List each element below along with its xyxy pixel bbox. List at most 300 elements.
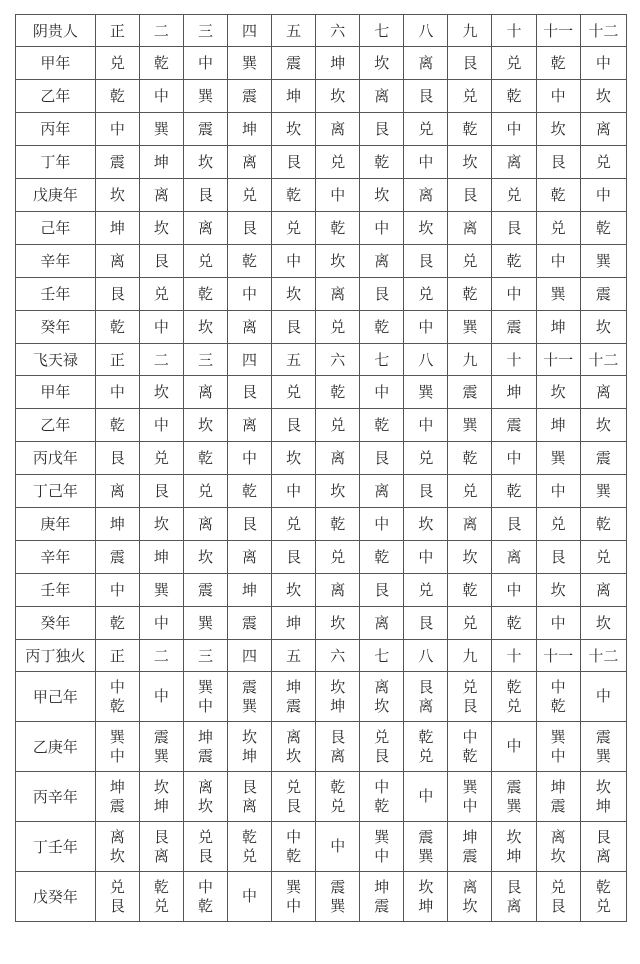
trigram-cell — [95, 722, 139, 772]
trigram-cell — [95, 146, 139, 179]
trigram-glyph: 坤 — [286, 86, 302, 105]
trigram-glyph: 中 — [550, 677, 566, 696]
trigram-glyph: 中 — [595, 53, 611, 72]
trigram-cell — [360, 376, 404, 409]
trigram-glyph: 坎 — [374, 53, 390, 72]
trigram-glyph: 艮 — [242, 514, 258, 533]
trigram-glyph: 中 — [286, 827, 302, 846]
trigram-cell — [228, 80, 272, 113]
trigram-cell — [448, 47, 492, 80]
trigram-cell — [448, 311, 492, 344]
trigram-glyph: 中 — [330, 185, 346, 204]
trigram-glyph: 离 — [374, 677, 390, 696]
trigram-glyph: 震 — [109, 796, 125, 815]
trigram-cell — [492, 442, 536, 475]
trigram-cell — [183, 409, 227, 442]
trigram-cell — [183, 574, 227, 607]
trigram-cell — [360, 872, 404, 922]
year-label: 乙年 — [16, 80, 96, 113]
trigram-glyph: 乾 — [374, 317, 390, 336]
trigram-glyph: 艮 — [109, 284, 125, 303]
trigram-cell — [183, 245, 227, 278]
trigram-cell — [272, 442, 316, 475]
trigram-glyph: 坎 — [374, 185, 390, 204]
trigram-cell — [580, 47, 626, 80]
trigram-cell — [404, 475, 448, 508]
table-row — [16, 146, 627, 179]
year-label: 乙年 — [16, 409, 96, 442]
trigram-glyph: 乾 — [462, 119, 478, 138]
trigram-cell — [183, 822, 227, 872]
trigram-glyph: 坎 — [330, 481, 346, 500]
trigram-glyph: 兑 — [506, 696, 522, 715]
trigram-glyph: 乾 — [109, 415, 125, 434]
trigram-cell — [139, 409, 183, 442]
trigram-cell — [228, 113, 272, 146]
trigram-glyph: 离 — [418, 53, 434, 72]
trigram-glyph: 坎 — [242, 727, 258, 746]
trigram-glyph: 巽 — [550, 448, 566, 467]
trigram-glyph: 中 — [374, 382, 390, 401]
trigram-glyph: 艮 — [374, 119, 390, 138]
trigram-glyph: 坤 — [462, 827, 478, 846]
trigram-cell — [536, 442, 580, 475]
trigram-glyph: 艮 — [418, 481, 434, 500]
trigram-cell — [316, 475, 360, 508]
year-label: 辛年 — [16, 541, 96, 574]
trigram-glyph: 中 — [109, 580, 125, 599]
trigram-cell — [272, 607, 316, 640]
trigram-glyph: 艮 — [286, 415, 302, 434]
table-row — [16, 672, 627, 722]
trigram-cell — [228, 311, 272, 344]
trigram-cell — [316, 508, 360, 541]
trigram-glyph: 巽 — [550, 727, 566, 746]
trigram-glyph: 兑 — [286, 382, 302, 401]
trigram-glyph: 坤 — [550, 415, 566, 434]
section-title: 丙丁独火 — [16, 640, 96, 672]
trigram-glyph: 兑 — [109, 877, 125, 896]
year-label: 丙年 — [16, 113, 96, 146]
trigram-cell — [360, 822, 404, 872]
trigram-cell — [228, 672, 272, 722]
trigram-cell — [404, 212, 448, 245]
year-label: 癸年 — [16, 607, 96, 640]
trigram-glyph: 巽 — [462, 415, 478, 434]
trigram-glyph: 中 — [242, 887, 258, 905]
trigram-cell — [536, 672, 580, 722]
trigram-cell — [404, 672, 448, 722]
trigram-cell — [580, 672, 626, 722]
trigram-glyph: 离 — [506, 896, 522, 915]
trigram-cell — [360, 722, 404, 772]
trigram-cell — [404, 822, 448, 872]
trigram-month-tables — [15, 14, 627, 922]
trigram-glyph: 震 — [462, 382, 478, 401]
trigram-cell — [360, 146, 404, 179]
trigram-glyph: 中 — [286, 481, 302, 500]
trigram-glyph: 坤 — [286, 613, 302, 632]
trigram-cell — [492, 47, 536, 80]
trigram-glyph: 离 — [109, 481, 125, 500]
trigram-cell — [580, 409, 626, 442]
trigram-cell — [492, 376, 536, 409]
trigram-cell — [272, 278, 316, 311]
trigram-cell — [316, 146, 360, 179]
trigram-glyph: 坎 — [109, 185, 125, 204]
trigram-glyph: 离 — [286, 727, 302, 746]
trigram-cell — [448, 722, 492, 772]
trigram-glyph: 离 — [595, 382, 611, 401]
trigram-glyph: 离 — [242, 152, 258, 171]
trigram-cell — [448, 508, 492, 541]
trigram-glyph: 艮 — [550, 547, 566, 566]
month-header: 二 — [139, 640, 183, 672]
trigram-glyph: 离 — [197, 777, 213, 796]
trigram-cell — [536, 80, 580, 113]
month-header: 正 — [95, 640, 139, 672]
trigram-cell — [139, 146, 183, 179]
trigram-cell — [183, 872, 227, 922]
trigram-cell — [272, 475, 316, 508]
trigram-cell — [139, 113, 183, 146]
trigram-glyph: 离 — [595, 119, 611, 138]
trigram-glyph: 艮 — [550, 152, 566, 171]
trigram-cell — [536, 607, 580, 640]
month-header: 二 — [139, 15, 183, 47]
month-header: 十 — [492, 344, 536, 376]
trigram-glyph: 乾 — [595, 218, 611, 237]
trigram-cell — [448, 179, 492, 212]
trigram-glyph: 中 — [153, 86, 169, 105]
trigram-cell — [139, 872, 183, 922]
trigram-cell — [316, 376, 360, 409]
trigram-cell — [536, 409, 580, 442]
trigram-glyph: 巽 — [506, 796, 522, 815]
trigram-cell — [536, 47, 580, 80]
trigram-cell — [272, 409, 316, 442]
trigram-cell — [580, 872, 626, 922]
trigram-glyph: 兑 — [330, 547, 346, 566]
trigram-glyph: 中 — [286, 251, 302, 270]
year-label: 壬年 — [16, 278, 96, 311]
trigram-glyph: 艮 — [462, 53, 478, 72]
trigram-glyph: 乾 — [506, 481, 522, 500]
trigram-cell — [139, 508, 183, 541]
trigram-glyph: 坎 — [506, 827, 522, 846]
trigram-glyph: 艮 — [462, 185, 478, 204]
trigram-cell — [272, 212, 316, 245]
trigram-cell — [95, 574, 139, 607]
trigram-glyph: 坎 — [595, 317, 611, 336]
trigram-glyph: 坤 — [550, 317, 566, 336]
trigram-cell — [448, 541, 492, 574]
trigram-glyph: 中 — [374, 846, 390, 865]
trigram-glyph: 坎 — [595, 613, 611, 632]
trigram-cell — [95, 278, 139, 311]
trigram-cell — [360, 475, 404, 508]
trigram-cell — [139, 47, 183, 80]
trigram-glyph: 震 — [109, 547, 125, 566]
trigram-cell — [228, 409, 272, 442]
trigram-glyph: 中 — [462, 796, 478, 815]
trigram-glyph: 巽 — [197, 613, 213, 632]
trigram-glyph: 兑 — [374, 727, 390, 746]
trigram-cell — [272, 872, 316, 922]
trigram-cell — [492, 212, 536, 245]
trigram-cell — [404, 278, 448, 311]
trigram-glyph: 离 — [153, 185, 169, 204]
trigram-glyph: 坎 — [462, 547, 478, 566]
trigram-glyph: 艮 — [153, 481, 169, 500]
trigram-glyph: 艮 — [374, 746, 390, 765]
trigram-cell — [183, 508, 227, 541]
trigram-glyph: 离 — [109, 827, 125, 846]
trigram-cell — [139, 772, 183, 822]
trigram-cell — [228, 179, 272, 212]
trigram-cell — [228, 772, 272, 822]
trigram-cell — [580, 311, 626, 344]
trigram-glyph: 艮 — [595, 827, 611, 846]
trigram-cell — [580, 212, 626, 245]
section-title: 飞天禄 — [16, 344, 96, 376]
trigram-glyph: 中 — [418, 547, 434, 566]
trigram-glyph: 乾 — [418, 727, 434, 746]
trigram-glyph: 离 — [550, 827, 566, 846]
month-header: 八 — [404, 344, 448, 376]
trigram-glyph: 乾 — [506, 86, 522, 105]
trigram-glyph: 坤 — [550, 777, 566, 796]
trigram-glyph: 乾 — [242, 827, 258, 846]
trigram-glyph: 坎 — [330, 613, 346, 632]
trigram-glyph: 离 — [330, 119, 346, 138]
table-row — [16, 822, 627, 872]
trigram-glyph: 离 — [374, 86, 390, 105]
trigram-cell — [183, 146, 227, 179]
trigram-cell — [316, 772, 360, 822]
trigram-glyph: 离 — [506, 547, 522, 566]
trigram-cell — [580, 722, 626, 772]
trigram-glyph: 巽 — [418, 382, 434, 401]
trigram-glyph: 艮 — [286, 547, 302, 566]
trigram-glyph: 艮 — [374, 580, 390, 599]
trigram-glyph: 中 — [197, 877, 213, 896]
trigram-cell — [448, 672, 492, 722]
trigram-cell — [448, 245, 492, 278]
table-row — [16, 47, 627, 80]
trigram-glyph: 坎 — [374, 696, 390, 715]
trigram-cell — [536, 311, 580, 344]
trigram-cell — [139, 541, 183, 574]
trigram-glyph: 震 — [286, 53, 302, 72]
trigram-cell — [272, 179, 316, 212]
trigram-cell — [139, 574, 183, 607]
trigram-cell — [95, 607, 139, 640]
trigram-cell — [360, 278, 404, 311]
trigram-cell — [95, 245, 139, 278]
trigram-glyph: 中 — [109, 119, 125, 138]
month-header: 八 — [404, 15, 448, 47]
trigram-glyph: 艮 — [506, 218, 522, 237]
trigram-cell — [404, 772, 448, 822]
trigram-cell — [228, 47, 272, 80]
trigram-cell — [492, 409, 536, 442]
trigram-cell — [95, 113, 139, 146]
month-header: 九 — [448, 640, 492, 672]
trigram-cell — [404, 311, 448, 344]
trigram-cell — [316, 179, 360, 212]
trigram-cell — [95, 541, 139, 574]
trigram-glyph: 兑 — [550, 514, 566, 533]
trigram-cell — [183, 212, 227, 245]
trigram-glyph: 艮 — [418, 613, 434, 632]
trigram-cell — [183, 772, 227, 822]
trigram-glyph: 艮 — [506, 877, 522, 896]
table-row — [16, 278, 627, 311]
month-header: 五 — [272, 640, 316, 672]
trigram-glyph: 坤 — [153, 796, 169, 815]
trigram-glyph: 中 — [242, 284, 258, 303]
trigram-cell — [404, 376, 448, 409]
trigram-cell — [316, 607, 360, 640]
trigram-cell — [360, 179, 404, 212]
trigram-cell — [580, 508, 626, 541]
trigram-glyph: 坤 — [109, 777, 125, 796]
trigram-cell — [360, 113, 404, 146]
trigram-glyph: 震 — [109, 152, 125, 171]
trigram-glyph: 艮 — [197, 185, 213, 204]
trigram-glyph: 中 — [595, 687, 611, 705]
trigram-glyph: 乾 — [462, 284, 478, 303]
trigram-glyph: 坤 — [286, 677, 302, 696]
trigram-glyph: 乾 — [462, 746, 478, 765]
trigram-glyph: 离 — [242, 317, 258, 336]
trigram-glyph: 兑 — [418, 284, 434, 303]
trigram-glyph: 乾 — [374, 547, 390, 566]
trigram-glyph: 离 — [109, 251, 125, 270]
trigram-cell — [95, 179, 139, 212]
trigram-glyph: 兑 — [550, 218, 566, 237]
trigram-cell — [580, 146, 626, 179]
trigram-glyph: 兑 — [506, 185, 522, 204]
trigram-glyph: 坎 — [418, 218, 434, 237]
trigram-glyph: 乾 — [109, 696, 125, 715]
year-label: 甲年 — [16, 47, 96, 80]
trigram-glyph: 乾 — [550, 696, 566, 715]
trigram-glyph: 乾 — [153, 877, 169, 896]
trigram-glyph: 震 — [286, 696, 302, 715]
trigram-glyph: 艮 — [242, 777, 258, 796]
trigram-cell — [139, 672, 183, 722]
trigram-cell — [316, 872, 360, 922]
year-label: 辛年 — [16, 245, 96, 278]
trigram-glyph: 坎 — [286, 284, 302, 303]
trigram-cell — [228, 872, 272, 922]
month-header: 二 — [139, 344, 183, 376]
trigram-glyph: 中 — [109, 746, 125, 765]
trigram-cell — [228, 212, 272, 245]
trigram-glyph: 中 — [197, 696, 213, 715]
trigram-glyph: 坎 — [197, 796, 213, 815]
trigram-cell — [316, 311, 360, 344]
trigram-glyph: 中 — [153, 613, 169, 632]
trigram-glyph: 巽 — [109, 727, 125, 746]
trigram-cell — [183, 541, 227, 574]
trigram-glyph: 坎 — [418, 877, 434, 896]
year-label: 丙戊年 — [16, 442, 96, 475]
month-header: 十 — [492, 640, 536, 672]
trigram-glyph: 坎 — [550, 382, 566, 401]
trigram-glyph: 兑 — [506, 53, 522, 72]
trigram-glyph: 中 — [418, 415, 434, 434]
month-header: 十一 — [536, 15, 580, 47]
trigram-glyph: 坎 — [197, 317, 213, 336]
trigram-cell — [316, 212, 360, 245]
trigram-cell — [404, 442, 448, 475]
trigram-cell — [404, 80, 448, 113]
trigram-glyph: 震 — [550, 796, 566, 815]
trigram-glyph: 艮 — [374, 284, 390, 303]
trigram-glyph: 离 — [242, 547, 258, 566]
trigram-cell — [183, 722, 227, 772]
trigram-glyph: 巽 — [418, 846, 434, 865]
trigram-glyph: 震 — [153, 727, 169, 746]
trigram-cell — [183, 376, 227, 409]
trigram-cell — [580, 822, 626, 872]
trigram-glyph: 中 — [109, 382, 125, 401]
trigram-glyph: 艮 — [418, 251, 434, 270]
trigram-glyph: 坤 — [242, 119, 258, 138]
trigram-glyph: 坎 — [462, 896, 478, 915]
trigram-cell — [272, 508, 316, 541]
trigram-glyph: 艮 — [109, 896, 125, 915]
trigram-glyph: 坎 — [550, 846, 566, 865]
month-header: 四 — [228, 640, 272, 672]
trigram-cell — [316, 409, 360, 442]
trigram-cell — [580, 607, 626, 640]
table-row — [16, 80, 627, 113]
trigram-cell — [183, 672, 227, 722]
trigram-glyph: 坎 — [418, 514, 434, 533]
trigram-cell — [448, 442, 492, 475]
trigram-cell — [404, 872, 448, 922]
trigram-glyph: 兑 — [418, 119, 434, 138]
trigram-cell — [316, 574, 360, 607]
trigram-cell — [360, 245, 404, 278]
trigram-cell — [228, 822, 272, 872]
trigram-glyph: 乾 — [286, 185, 302, 204]
trigram-cell — [492, 146, 536, 179]
trigram-cell — [139, 311, 183, 344]
trigram-cell — [492, 822, 536, 872]
trigram-cell — [492, 113, 536, 146]
trigram-glyph: 中 — [550, 481, 566, 500]
trigram-cell — [404, 179, 448, 212]
trigram-glyph: 坎 — [153, 382, 169, 401]
trigram-glyph: 中 — [418, 152, 434, 171]
table-row — [16, 245, 627, 278]
trigram-glyph: 兑 — [330, 415, 346, 434]
trigram-glyph: 乾 — [330, 382, 346, 401]
year-label: 丁年 — [16, 146, 96, 179]
year-label: 己年 — [16, 212, 96, 245]
trigram-glyph: 艮 — [550, 896, 566, 915]
trigram-glyph: 坤 — [197, 727, 213, 746]
table-row — [16, 722, 627, 772]
trigram-cell — [492, 179, 536, 212]
month-header: 五 — [272, 344, 316, 376]
trigram-glyph: 离 — [330, 746, 346, 765]
